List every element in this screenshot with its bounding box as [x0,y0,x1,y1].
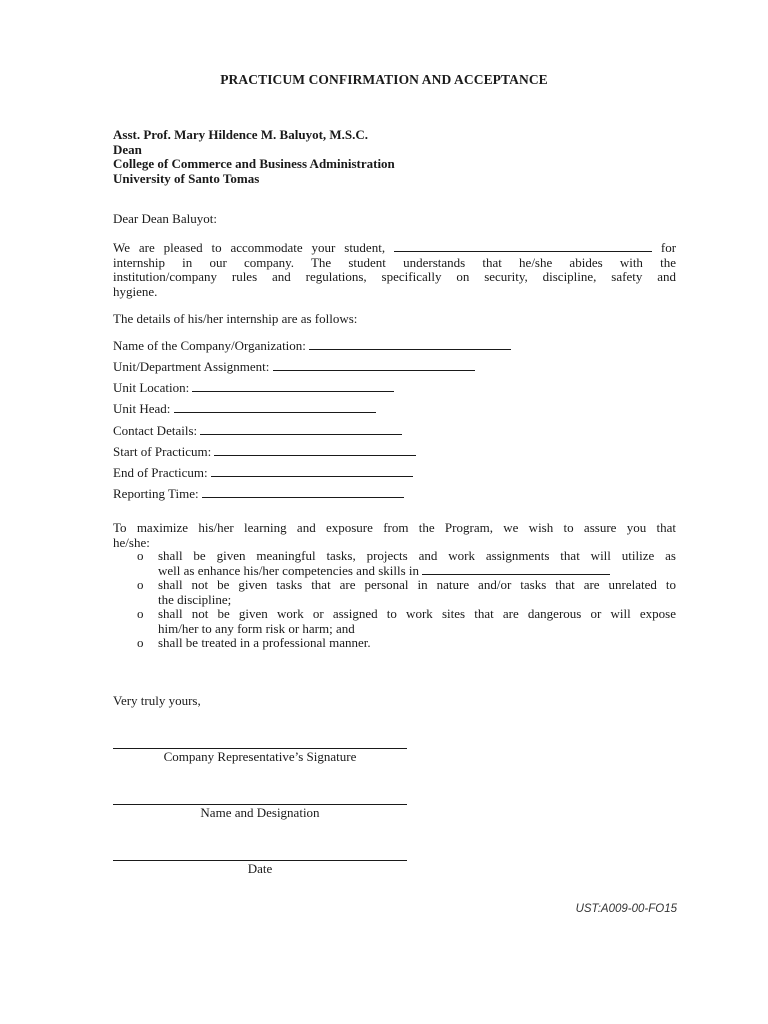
list-item-line-2 [158,564,676,579]
field-reporting-time [113,487,404,501]
assurance-line-1: To maximize his/her learning and exposure from the Program, we wish to assure you that [113,520,676,535]
field-label: End of Practicum: [113,465,208,480]
field-start-of-practicum [113,445,416,459]
bullet-marker: o [137,635,144,650]
skills-blank[interactable] [422,564,610,575]
assurance-list [113,549,676,651]
list-item-text: well as enhance his/her competencies and skills in [158,562,420,578]
field-end-of-practicum [113,466,413,480]
date-label: Date [247,861,273,876]
field-label: Unit Location: [113,380,190,395]
intro-text-after-blank: for [660,240,677,255]
list-item [113,549,676,578]
bullet-marker: o [137,548,144,563]
intro-line-4: hygiene. [113,283,158,299]
field-blank[interactable] [200,424,402,435]
list-item [113,636,676,651]
signature-label: Company Representative’s Signature [163,749,357,764]
bullet-marker: o [137,577,144,592]
field-unit-location [113,381,394,395]
list-item [113,578,676,607]
field-contact-details [113,424,402,438]
recipient-university: University of Santo Tomas [113,170,260,186]
list-item-line-1: shall be treated in a professional manner. [158,635,371,650]
intro-line-1 [113,241,676,256]
list-item-line-1: shall not be given work or assigned to work sites that are dangerous or will expose [158,606,676,621]
closing: Very truly yours, [113,693,201,708]
field-unit-head [113,402,376,416]
field-label: Unit/Department Assignment: [113,359,270,374]
field-blank[interactable] [202,487,404,498]
field-label: Contact Details: [113,423,198,438]
document-title: PRACTICUM CONFIRMATION AND ACCEPTANCE [220,72,548,87]
list-item-line-2: him/her to any form risk or harm; and [158,620,355,636]
student-name-blank[interactable] [394,241,652,252]
field-label: Reporting Time: [113,486,199,501]
field-blank[interactable] [174,402,376,413]
intro-paragraph [113,241,676,299]
intro-line-2: internship in our company. The student understands that he/she abides with the [113,254,676,270]
field-blank[interactable] [211,466,413,477]
field-blank[interactable] [309,339,511,350]
intro-line-3: institution/company rules and regulations, specifically on security, discipline, safety and [113,269,676,284]
salutation: Dear Dean Baluyot: [113,211,217,226]
list-item-line-1: shall be given meaningful tasks, projects and work assignments that will utilize as [158,548,676,563]
field-label: Unit Head: [113,401,171,416]
field-unit-assignment [113,360,475,374]
assurance-line-2: he/she: [113,534,150,550]
details-intro: The details of his/her internship are as follows: [113,311,358,326]
field-label: Start of Practicum: [113,444,212,459]
list-item-line-1: shall not be given tasks that are personal in nature and/or tasks that are unrelated to [158,577,676,592]
recipient-name: Asst. Prof. Mary Hildence M. Baluyot, M.S.C. [113,127,369,142]
list-item-line-2: the discipline; [158,591,232,607]
list-item [113,607,676,636]
field-label: Name of the Company/Organization: [113,338,306,353]
name-designation-label: Name and Designation [200,805,320,820]
recipient-address [113,128,395,186]
field-company-name [113,339,511,353]
assurance-paragraph [113,521,676,550]
field-blank[interactable] [214,445,416,456]
recipient-position: Dean [113,141,142,157]
recipient-college: College of Commerce and Business Administration [113,156,395,171]
form-code: UST:A009-00-FO15 [575,903,677,915]
field-blank[interactable] [192,381,394,392]
field-blank[interactable] [273,360,475,371]
intro-text-before-blank: We are pleased to accommodate your student, [113,240,386,255]
bullet-marker: o [137,606,144,621]
